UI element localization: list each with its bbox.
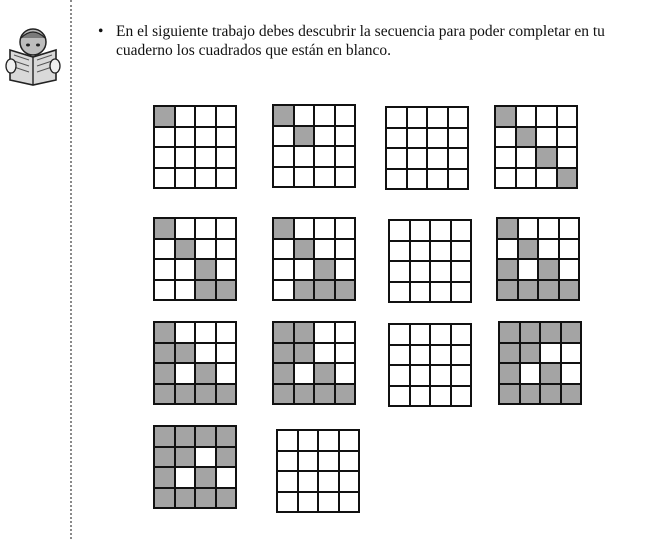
filled-square — [536, 147, 557, 168]
blank-square — [277, 471, 298, 492]
blank-square — [389, 324, 410, 345]
blank-square — [430, 365, 451, 386]
blank-square — [518, 259, 539, 280]
blank-square — [318, 451, 339, 472]
filled-square — [195, 280, 216, 301]
blank-square — [294, 146, 315, 167]
filled-square — [154, 447, 175, 468]
blank-square — [561, 343, 582, 364]
blank-square — [389, 386, 410, 407]
filled-square — [314, 363, 335, 384]
instruction-text: En el siguiente trabajo debes descubrir la secuencia para poder completar en tu cuaderno los cuadrados que están en blanco. — [116, 23, 605, 59]
blank-square — [389, 282, 410, 303]
grid-figura-3 — [385, 106, 469, 190]
filled-square — [175, 343, 196, 364]
blank-square — [389, 261, 410, 282]
filled-square — [518, 239, 539, 260]
blank-square — [497, 239, 518, 260]
blank-square — [335, 322, 356, 343]
blank-square — [427, 107, 448, 128]
blank-square — [538, 239, 559, 260]
blank-square — [339, 492, 360, 513]
grid-figura-4 — [494, 105, 578, 189]
blank-square — [195, 218, 216, 239]
blank-square — [314, 167, 335, 188]
blank-square — [407, 169, 428, 190]
blank-square — [195, 343, 216, 364]
blank-square — [518, 218, 539, 239]
blank-square — [559, 239, 580, 260]
blank-square — [451, 365, 472, 386]
filled-square — [561, 322, 582, 343]
blank-square — [273, 259, 294, 280]
filled-square — [335, 384, 356, 405]
blank-square — [294, 167, 315, 188]
filled-square — [294, 239, 315, 260]
filled-square — [273, 384, 294, 405]
blank-square — [430, 345, 451, 366]
blank-square — [273, 167, 294, 188]
filled-square — [518, 280, 539, 301]
blank-square — [318, 430, 339, 451]
filled-square — [499, 322, 520, 343]
filled-square — [540, 363, 561, 384]
blank-square — [294, 259, 315, 280]
filled-square — [154, 106, 175, 127]
blank-square — [495, 127, 516, 148]
blank-square — [495, 168, 516, 189]
filled-square — [273, 218, 294, 239]
blank-square — [294, 218, 315, 239]
filled-square — [154, 363, 175, 384]
blank-square — [540, 343, 561, 364]
blank-square — [216, 259, 237, 280]
filled-square — [520, 384, 541, 405]
blank-square — [407, 107, 428, 128]
blank-square — [216, 343, 237, 364]
blank-square — [298, 451, 319, 472]
filled-square — [175, 447, 196, 468]
filled-square — [154, 343, 175, 364]
blank-square — [294, 363, 315, 384]
blank-square — [538, 218, 559, 239]
blank-square — [559, 218, 580, 239]
blank-square — [175, 363, 196, 384]
filled-square — [497, 218, 518, 239]
blank-square — [389, 241, 410, 262]
filled-square — [561, 384, 582, 405]
filled-square — [497, 259, 518, 280]
blank-square — [154, 280, 175, 301]
blank-square — [175, 259, 196, 280]
blank-square — [410, 220, 431, 241]
blank-square — [175, 147, 196, 168]
blank-square — [516, 147, 537, 168]
blank-square — [536, 106, 557, 127]
filled-square — [273, 363, 294, 384]
filled-square — [557, 168, 578, 189]
blank-square — [516, 168, 537, 189]
blank-square — [430, 386, 451, 407]
filled-square — [216, 280, 237, 301]
blank-square — [216, 322, 237, 343]
blank-square — [557, 127, 578, 148]
filled-square — [314, 280, 335, 301]
blank-square — [410, 324, 431, 345]
blank-square — [273, 146, 294, 167]
blank-square — [216, 168, 237, 189]
blank-square — [195, 147, 216, 168]
blank-square — [314, 105, 335, 126]
blank-square — [195, 239, 216, 260]
grid-figura-11 — [388, 323, 472, 407]
grid-figura-8 — [496, 217, 580, 301]
filled-square — [559, 280, 580, 301]
blank-square — [216, 363, 237, 384]
blank-square — [495, 147, 516, 168]
blank-square — [448, 128, 469, 149]
blank-square — [410, 241, 431, 262]
dotted-margin-line — [70, 0, 72, 539]
blank-square — [557, 147, 578, 168]
filled-square — [195, 488, 216, 509]
blank-square — [335, 146, 356, 167]
filled-square — [314, 259, 335, 280]
blank-square — [516, 106, 537, 127]
blank-square — [216, 239, 237, 260]
filled-square — [195, 384, 216, 405]
blank-square — [318, 471, 339, 492]
filled-square — [294, 343, 315, 364]
filled-square — [499, 363, 520, 384]
filled-square — [154, 322, 175, 343]
filled-square — [195, 259, 216, 280]
filled-square — [516, 127, 537, 148]
filled-square — [520, 322, 541, 343]
filled-square — [154, 467, 175, 488]
blank-square — [318, 492, 339, 513]
blank-square — [430, 220, 451, 241]
blank-square — [154, 147, 175, 168]
filled-square — [540, 322, 561, 343]
blank-square — [195, 168, 216, 189]
blank-square — [335, 259, 356, 280]
blank-square — [448, 169, 469, 190]
blank-square — [559, 259, 580, 280]
blank-square — [273, 126, 294, 147]
grid-figura-13 — [153, 425, 237, 509]
filled-square — [294, 322, 315, 343]
blank-square — [430, 282, 451, 303]
blank-square — [536, 168, 557, 189]
blank-square — [216, 147, 237, 168]
filled-square — [175, 384, 196, 405]
grid-figura-7 — [388, 219, 472, 303]
blank-square — [314, 218, 335, 239]
blank-square — [386, 169, 407, 190]
filled-square — [216, 488, 237, 509]
blank-square — [175, 127, 196, 148]
blank-square — [154, 168, 175, 189]
filled-square — [154, 218, 175, 239]
grid-figura-2 — [272, 104, 356, 188]
blank-square — [451, 282, 472, 303]
filled-square — [195, 467, 216, 488]
filled-square — [216, 384, 237, 405]
filled-square — [154, 488, 175, 509]
blank-square — [298, 430, 319, 451]
blank-square — [557, 106, 578, 127]
reading-child-icon — [4, 24, 62, 86]
blank-square — [410, 345, 431, 366]
blank-square — [410, 365, 431, 386]
blank-square — [339, 430, 360, 451]
blank-square — [410, 386, 431, 407]
blank-square — [451, 345, 472, 366]
filled-square — [294, 126, 315, 147]
blank-square — [430, 241, 451, 262]
blank-square — [451, 241, 472, 262]
blank-square — [195, 322, 216, 343]
grid-figura-6 — [272, 217, 356, 301]
blank-square — [195, 106, 216, 127]
blank-square — [335, 105, 356, 126]
blank-square — [298, 492, 319, 513]
blank-square — [410, 282, 431, 303]
blank-square — [314, 343, 335, 364]
blank-square — [389, 365, 410, 386]
filled-square — [175, 488, 196, 509]
blank-square — [314, 322, 335, 343]
blank-square — [451, 220, 472, 241]
blank-square — [430, 324, 451, 345]
filled-square — [495, 106, 516, 127]
filled-square — [499, 343, 520, 364]
blank-square — [195, 447, 216, 468]
blank-square — [175, 280, 196, 301]
blank-square — [314, 126, 335, 147]
grid-figura-10 — [272, 321, 356, 405]
blank-square — [389, 220, 410, 241]
filled-square — [499, 384, 520, 405]
blank-square — [216, 218, 237, 239]
blank-square — [386, 128, 407, 149]
blank-square — [339, 471, 360, 492]
filled-square — [335, 280, 356, 301]
blank-square — [335, 363, 356, 384]
blank-square — [451, 386, 472, 407]
blank-square — [273, 280, 294, 301]
blank-square — [154, 259, 175, 280]
grid-figura-5 — [153, 217, 237, 301]
blank-square — [154, 239, 175, 260]
grid-figura-14 — [276, 429, 360, 513]
blank-square — [195, 127, 216, 148]
blank-square — [175, 106, 196, 127]
blank-square — [451, 324, 472, 345]
blank-square — [216, 106, 237, 127]
filled-square — [540, 384, 561, 405]
filled-square — [497, 280, 518, 301]
filled-square — [294, 280, 315, 301]
blank-square — [335, 126, 356, 147]
filled-square — [175, 239, 196, 260]
blank-square — [427, 148, 448, 169]
blank-square — [175, 322, 196, 343]
blank-square — [339, 451, 360, 472]
blank-square — [520, 363, 541, 384]
blank-square — [335, 167, 356, 188]
blank-square — [407, 128, 428, 149]
blank-square — [175, 218, 196, 239]
filled-square — [538, 280, 559, 301]
filled-square — [216, 447, 237, 468]
blank-square — [389, 345, 410, 366]
blank-square — [277, 430, 298, 451]
blank-square — [175, 168, 196, 189]
blank-square — [427, 128, 448, 149]
blank-square — [386, 148, 407, 169]
blank-square — [216, 127, 237, 148]
filled-square — [273, 105, 294, 126]
blank-square — [175, 467, 196, 488]
filled-square — [273, 343, 294, 364]
grid-figura-1 — [153, 105, 237, 189]
filled-square — [195, 426, 216, 447]
filled-square — [195, 363, 216, 384]
blank-square — [448, 148, 469, 169]
filled-square — [154, 384, 175, 405]
blank-square — [154, 127, 175, 148]
blank-square — [277, 451, 298, 472]
blank-square — [335, 343, 356, 364]
blank-square — [427, 169, 448, 190]
blank-square — [451, 261, 472, 282]
blank-square — [430, 261, 451, 282]
filled-square — [294, 384, 315, 405]
filled-square — [314, 384, 335, 405]
blank-square — [277, 492, 298, 513]
filled-square — [175, 426, 196, 447]
bullet-point: • — [98, 23, 104, 40]
blank-square — [314, 239, 335, 260]
filled-square — [273, 322, 294, 343]
blank-square — [335, 239, 356, 260]
blank-square — [294, 105, 315, 126]
blank-square — [216, 467, 237, 488]
blank-square — [314, 146, 335, 167]
blank-square — [561, 363, 582, 384]
filled-square — [538, 259, 559, 280]
blank-square — [298, 471, 319, 492]
blank-square — [536, 127, 557, 148]
grid-figura-9 — [153, 321, 237, 405]
filled-square — [520, 343, 541, 364]
blank-square — [410, 261, 431, 282]
grid-figura-12 — [498, 321, 582, 405]
blank-square — [273, 239, 294, 260]
blank-square — [386, 107, 407, 128]
blank-square — [335, 218, 356, 239]
blank-square — [407, 148, 428, 169]
filled-square — [216, 426, 237, 447]
filled-square — [154, 426, 175, 447]
blank-square — [448, 107, 469, 128]
